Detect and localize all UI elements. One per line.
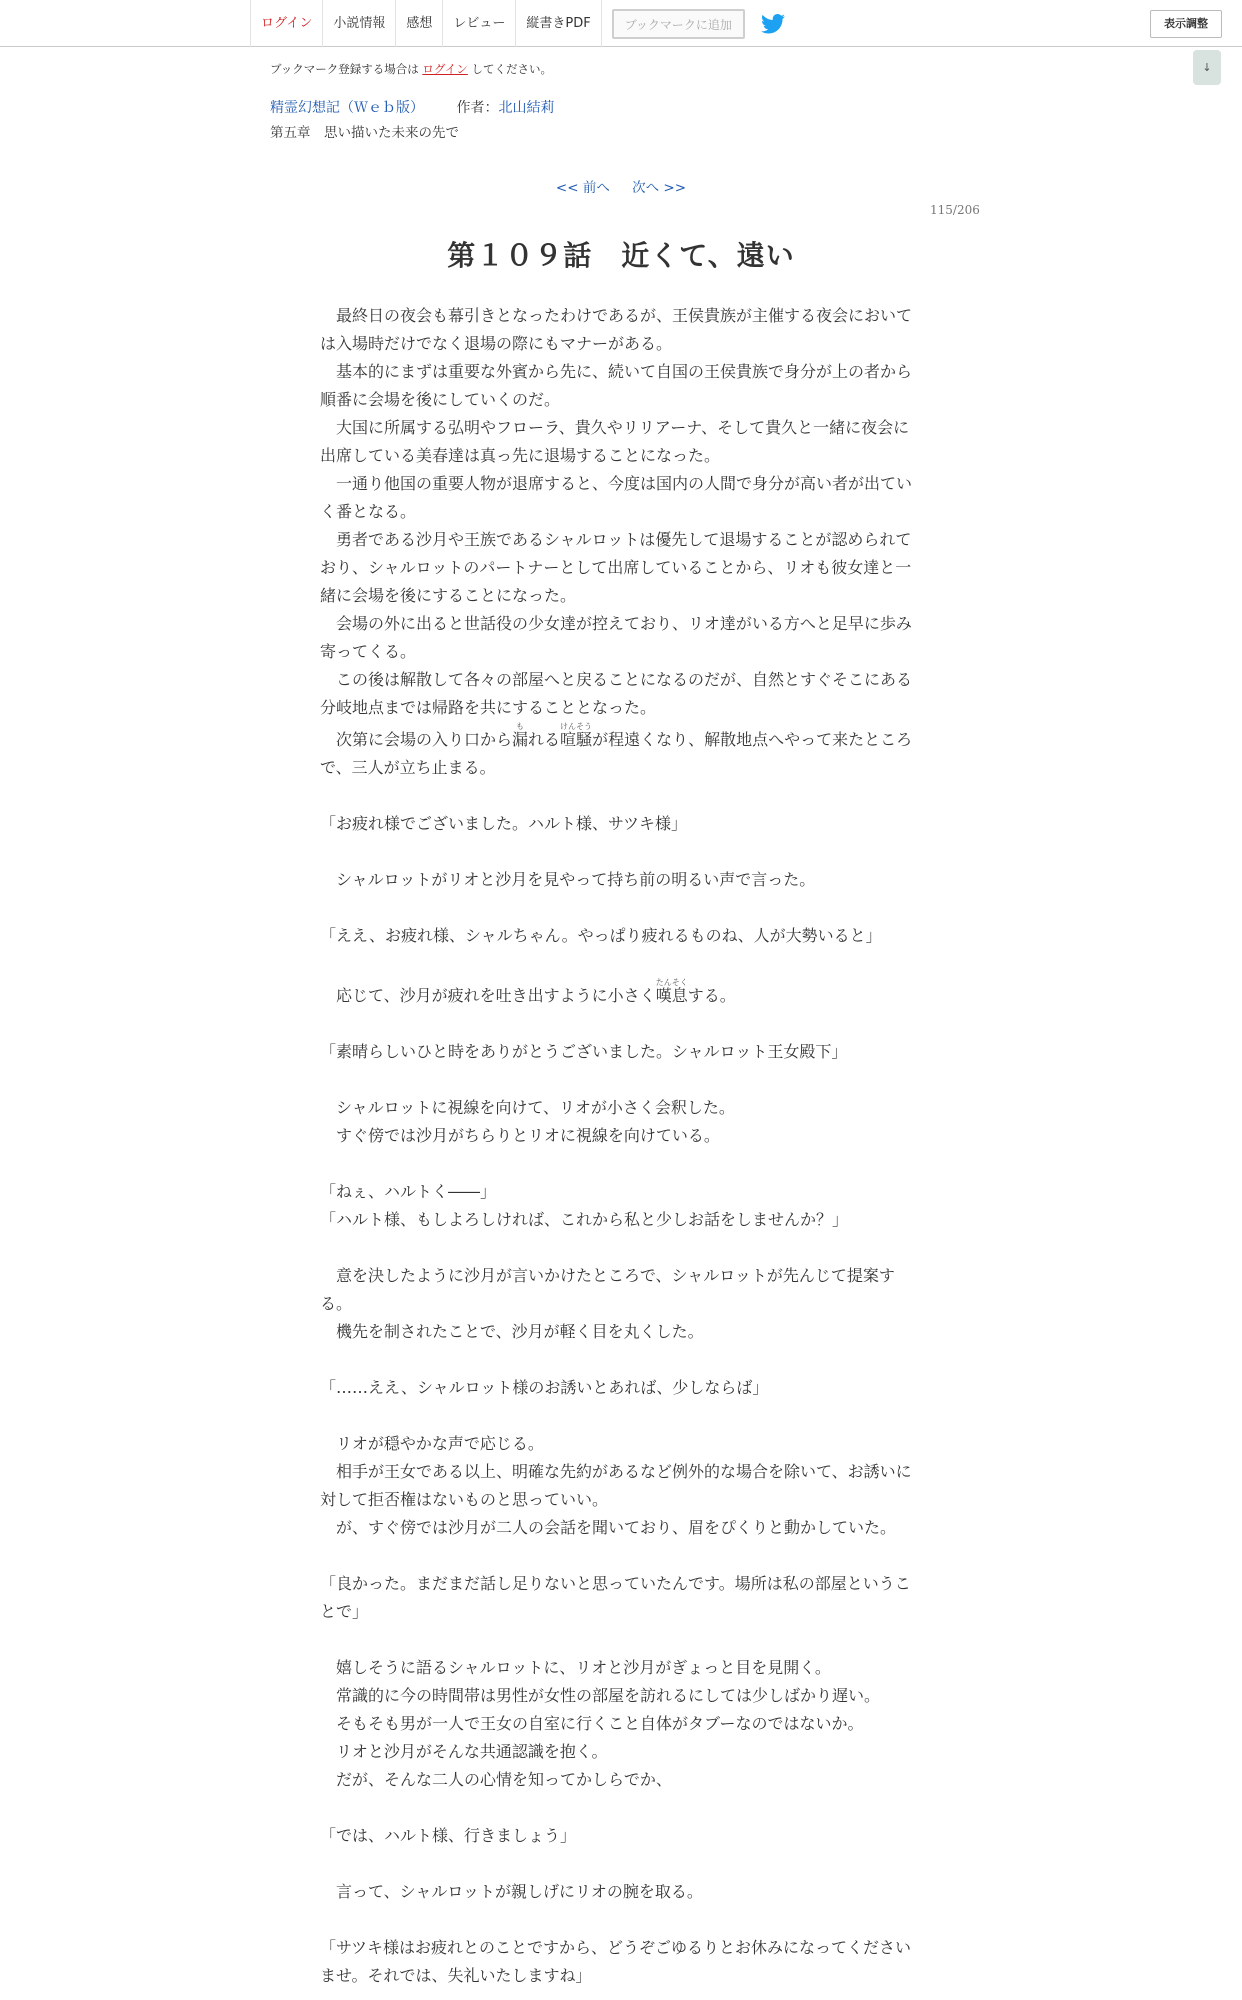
episode-title: 第１０９話 近くて、遠い <box>447 239 795 272</box>
scroll-down-button[interactable]: ↓ <box>1193 50 1221 85</box>
novel-paragraph: 意を決したように沙月が言いかけたところで、シャルロットが先んじて提案する。 <box>320 1266 895 1313</box>
novel-paragraph <box>320 1402 915 1430</box>
novel-paragraph <box>320 1346 915 1374</box>
novel-paragraph: 「ええ、お疲れ様、シャルちゃん。やっぱり疲れるものね、人が大勢いると」 <box>320 926 882 945</box>
novel-paragraph: 「ハルト様、もしよろしければ、これから私と少しお話をしませんか？」 <box>320 1210 849 1229</box>
novel-paragraph: そもそも男が一人で王女の自室に行くこと自体がタブーなのではないか。 <box>320 1714 864 1733</box>
twitter-bird-icon[interactable] <box>761 13 787 35</box>
add-bookmark-button[interactable]: ブックマークに追加 <box>612 9 745 39</box>
novel-body <box>320 302 915 1990</box>
author-link[interactable]: 北山結莉 <box>498 100 555 116</box>
bookmark-notice-prefix: ブックマーク登録する場合は <box>270 62 419 76</box>
next-episode-link[interactable]: 次へ >> <box>632 180 687 196</box>
episode-counter: 115/206 <box>930 203 980 217</box>
paragraph-text: 次第に会場の入り口から <box>320 730 513 749</box>
novel-paragraph: 最終日の夜会も幕引きとなったわけであるが、王侯貴族が主催する夜会においては入場時だけでなく退場の際にもマナーがある。 <box>320 306 913 353</box>
nav-vertical-pdf[interactable]: 縦書きPDF <box>516 0 601 47</box>
series-info <box>270 97 554 117</box>
bookmark-notice-login-link[interactable]: ログイン <box>422 62 468 76</box>
novel-paragraph: 言って、シャルロットが親しげにリオの腕を取る。 <box>320 1882 703 1901</box>
ruby-word: 嘆息たんそく <box>655 978 688 1005</box>
novel-paragraph: この後は解散して各々の部屋へと戻ることになるのだが、自然とすぐそこにある分岐地点までは帰路を共にすることとなった。 <box>320 670 913 717</box>
novel-paragraph <box>320 950 915 978</box>
novel-paragraph <box>320 1150 915 1178</box>
nav-impressions[interactable]: 感想 <box>396 0 443 47</box>
ruby-word: 喧騒けんそう <box>560 722 593 749</box>
prev-episode-link[interactable]: << 前へ <box>555 180 610 196</box>
paragraph-text: する。 <box>687 986 736 1005</box>
novel-paragraph: 嬉しそうに語るシャルロットに、リオと沙月がぎょっと目を見開く。 <box>320 1658 831 1677</box>
novel-paragraph <box>320 894 915 922</box>
novel-paragraph: シャルロットに視線を向けて、リオが小さく会釈した。 <box>320 1098 735 1117</box>
novel-paragraph: 常識的に今の時間帯は男性が女性の部屋を訪れるにしては少しばかり遅い。 <box>320 1686 881 1705</box>
novel-paragraph: 「では、ハルト様、行きましょう」 <box>320 1826 577 1845</box>
novel-paragraph <box>320 978 915 1010</box>
paragraph-text: れる <box>528 730 561 749</box>
novel-paragraph: 「サツキ様はお疲れとのことですから、どうぞごゆるりとお休みになってくださいませ。それでは、失礼いたしますね」 <box>320 1938 912 1985</box>
novel-paragraph: 勇者である沙月や王族であるシャルロットは優先して退場することが認められており、シャルロットのパートナーとして出席していることから、リオも彼女達と一緒に会場を後にすることになった。 <box>320 530 912 605</box>
novel-paragraph <box>320 1010 915 1038</box>
novel-paragraph: 会場の外に出ると世話役の少女達が控えており、リオ達がいる方へと足早に歩み寄ってくる。 <box>320 614 912 661</box>
author-label: 作者： <box>456 100 499 116</box>
paragraph-text: が程遠くなり、解散地点へやって来たところで、三人が立ち止まる。 <box>320 730 913 777</box>
novel-paragraph: 機先を制されたことで、沙月が軽く目を丸くした。 <box>320 1322 704 1341</box>
main-nav <box>250 0 787 47</box>
novel-paragraph: リオが穏やかな声で応じる。 <box>320 1434 544 1453</box>
paragraph-text: 応じて、沙月が疲れを吐き出すように小さく <box>320 986 656 1005</box>
novel-paragraph: 大国に所属する弘明やフローラ、貴久やリリアーナ、そして貴久と一緒に夜会に出席している美春達は真っ先に退場することになった。 <box>320 418 910 465</box>
series-title-link[interactable]: 精霊幻想記（Ｗｅｂ版） <box>270 100 424 116</box>
novel-paragraph: 「素晴らしいひと時をありがとうございました。シャルロット王女殿下」 <box>320 1042 848 1061</box>
novel-paragraph <box>320 1066 915 1094</box>
novel-paragraph: すぐ傍では沙月がちらりとリオに視線を向けている。 <box>320 1126 720 1145</box>
novel-paragraph: が、すぐ傍では沙月が二人の会話を聞いており、眉をぴくりと動かしていた。 <box>320 1518 897 1537</box>
bookmark-notice-suffix: してください。 <box>471 62 552 76</box>
top-navigation-bar <box>0 0 1242 47</box>
novel-paragraph: 一通り他国の重要人物が退席すると、今度は国内の人間で身分が高い者が出ていく番となる。 <box>320 474 913 521</box>
novel-paragraph <box>320 782 915 810</box>
novel-paragraph <box>320 1626 915 1654</box>
nav-novel-info[interactable]: 小説情報 <box>323 0 396 47</box>
novel-paragraph: 「お疲れ様でございました。ハルト様、サツキ様」 <box>320 814 688 833</box>
novel-paragraph: 「ねぇ、ハルトく――」 <box>320 1182 497 1201</box>
novel-paragraph <box>320 1794 915 1822</box>
nav-login[interactable]: ログイン <box>251 0 323 47</box>
episode-pager <box>0 176 1242 196</box>
novel-paragraph: 「良かった。まだまだ話し足りないと思っていたんです。場所は私の部屋ということで」 <box>320 1574 911 1621</box>
novel-paragraph: 基本的にまずは重要な外賓から先に、続いて自国の王侯貴族で身分が上の者から順番に会場を後にしていくのだ。 <box>320 362 913 409</box>
nav-review[interactable]: レビュー <box>443 0 516 47</box>
novel-paragraph <box>320 838 915 866</box>
novel-paragraph <box>320 1542 915 1570</box>
display-settings-button[interactable]: 表示調整 <box>1150 10 1222 38</box>
novel-paragraph <box>320 1234 915 1262</box>
ruby-word: 漏も <box>512 722 529 749</box>
novel-paragraph <box>320 722 915 782</box>
novel-paragraph <box>320 1906 915 1934</box>
novel-paragraph: シャルロットがリオと沙月を見やって持ち前の明るい声で言った。 <box>320 870 816 889</box>
novel-paragraph: 相手が王女である以上、明確な先約があるなど例外的な場合を除いて、お誘いに対して拒否権はないものと思っていい。 <box>320 1462 912 1509</box>
chapter-title: 第五章 思い描いた未来の先で <box>270 125 459 141</box>
novel-paragraph: リオと沙月がそんな共通認識を抱く。 <box>320 1742 608 1761</box>
bookmark-notice <box>270 61 552 77</box>
novel-paragraph <box>320 1850 915 1878</box>
novel-paragraph: だが、そんな二人の心情を知ってかしらでか、 <box>320 1770 672 1789</box>
novel-paragraph: 「……ええ、シャルロット様のお誘いとあれば、少しならば」 <box>320 1378 769 1397</box>
